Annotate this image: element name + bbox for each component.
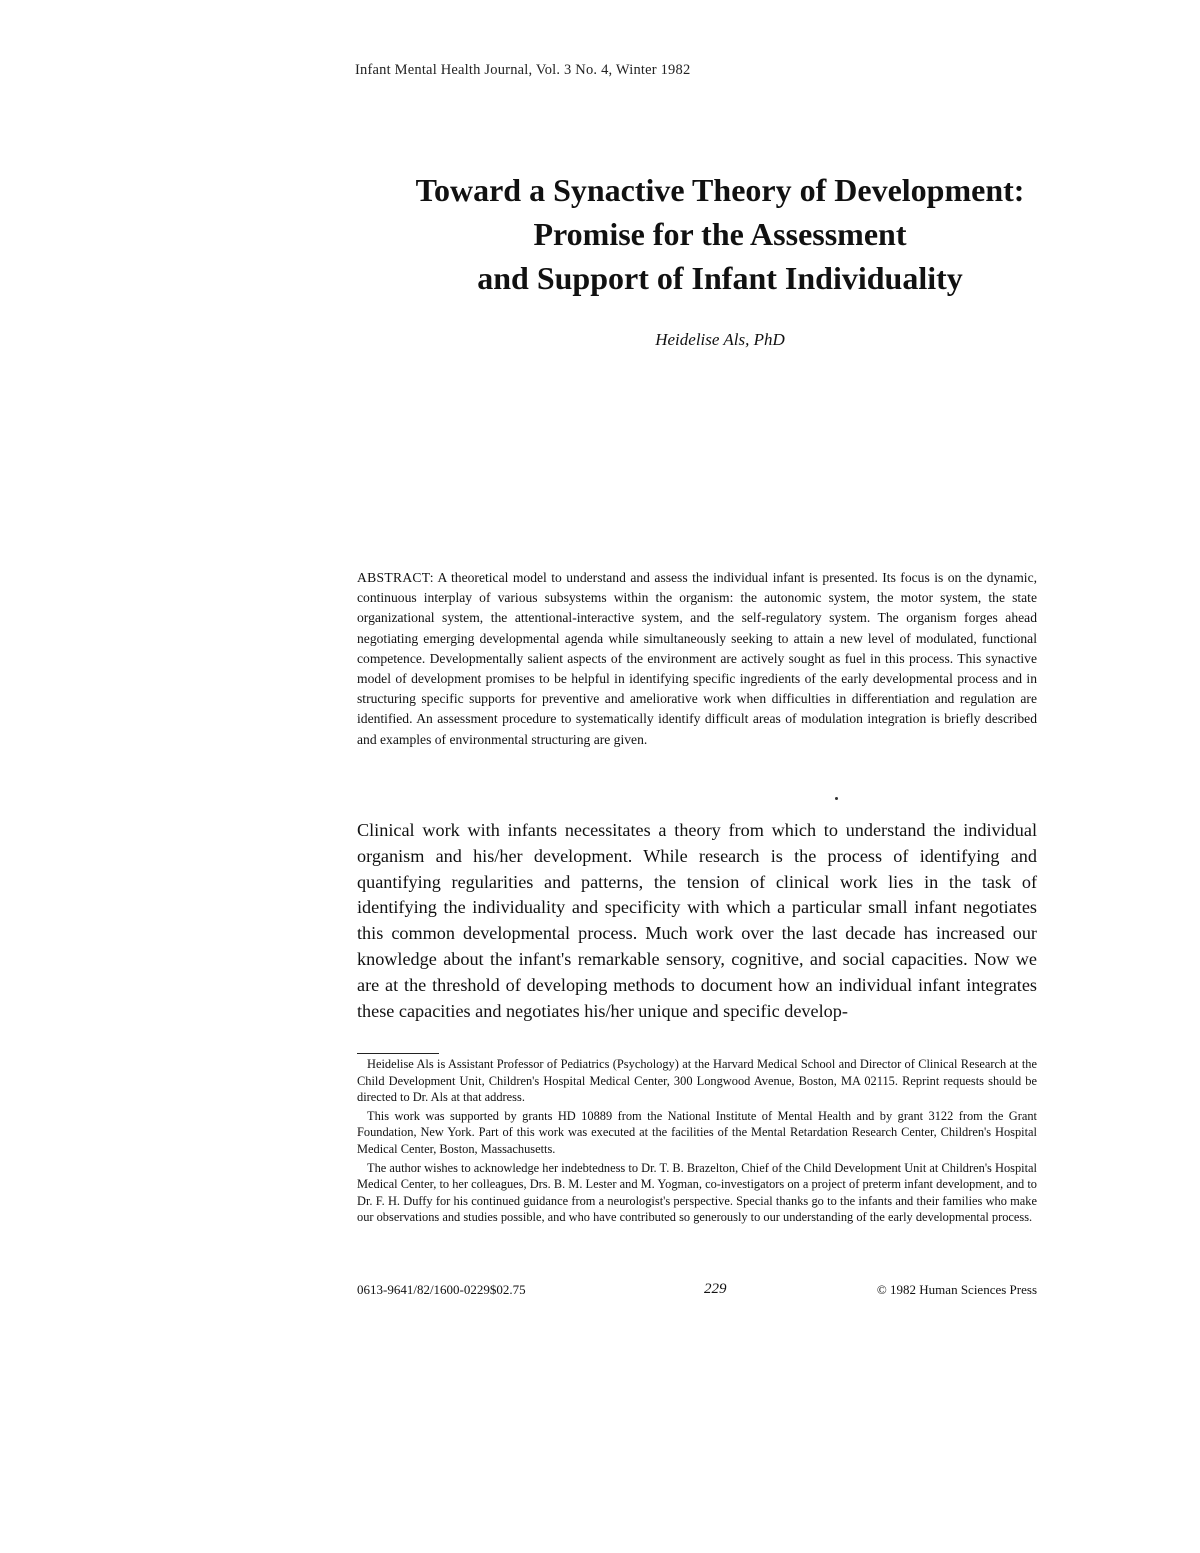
author-byline: Heidelise Als, PhD (655, 330, 785, 349)
article-title (300, 168, 1140, 300)
stray-mark (835, 797, 838, 800)
page-number: 229 (704, 1281, 727, 1297)
issn-code: 0613-9641/82/1600-0229$02.75 (357, 1282, 526, 1297)
page-footer (357, 1282, 1037, 1304)
abstract (357, 568, 1037, 750)
footnotes (357, 1056, 1037, 1228)
body-paragraph: Clinical work with infants necessitates a theory from which to understand the individual organism and his/her development. While research is the process of identifying and quantifying regularities and patterns, the tension of clinical work lies in the task of identifying the individuality and specificity with which a particular small infant negotiates this common developmental process. Much work over the last decade has increased our knowledge about the infant's remarkable sensory, cognitive, and social capacities. Now we are at the threshold of developing methods to document how an individual infant integrates these capacities and negotiates his/her unique and specific develop- (357, 820, 1037, 1021)
title-line: Promise for the Assessment (533, 216, 907, 252)
title-line: and Support of Infant Individuality (477, 260, 963, 296)
abstract-label: ABSTRACT: (357, 570, 434, 585)
journal-header: Infant Mental Health Journal, Vol. 3 No. 4, Winter 1982 (355, 62, 691, 78)
footnote-acknowledgments: The author wishes to acknowledge her indebtedness to Dr. T. B. Brazelton, Chief of the Child Development Unit at Children's Hospital Medical Center, to her colleagues, Drs. B. M. Lester and M. Yogman, co-investigators on a project of preterm infant development, and to Dr. F. H. Duffy for his continued guidance from a neurologist's perspective. Special thanks go to the infants and their families who make our observations and studies possible, and who have contributed so generously to our understanding of the early developmental process. (357, 1160, 1037, 1225)
footnote-divider (357, 1053, 439, 1054)
copyright-notice: © 1982 Human Sciences Press (876, 1282, 1037, 1297)
footnote-author-affiliation: Heidelise Als is Assistant Professor of Pediatrics (Psychology) at the Harvard Medical School and Director of Clinical Research at the Child Development Unit, Children's Hospital Medical Center, 300 Longwood Avenue, Boston, MA 02115. Reprint requests should be directed to Dr. Als at that address. (357, 1057, 1037, 1105)
title-line: Toward a Synactive Theory of Development: (415, 172, 1025, 208)
abstract-text: A theoretical model to understand and assess the individual infant is presented. Its focus is on the dynamic, continuous interplay of various subsystems within the organism: the autonomic system, the motor system, the state organizational system, the attentional-interactive system, and the self-regulatory system. The organism forges ahead negotiating emerging developmental agenda while simultaneously seeking to attain a new level of modulated, functional competence. Developmentally salient aspects of the environment are actively sought as fuel in this process. This synactive model of development promises to be helpful in identifying specific ingredients of the early developmental process and in structuring specific supports for preventive and ameliorative work when difficulties in differentiation and regulation are identified. An assessment procedure to systematically identify difficult areas of modulation integration is briefly described and examples of environmental structuring are given. (357, 570, 1037, 747)
footnote-funding: This work was supported by grants HD 10889 from the National Institute of Mental Health and by grant 3122 from the Grant Foundation, New York. Part of this work was executed at the facilities of the Mental Retardation Research Center, Children's Hospital Medical Center, Boston, Massachusetts. (357, 1108, 1037, 1156)
